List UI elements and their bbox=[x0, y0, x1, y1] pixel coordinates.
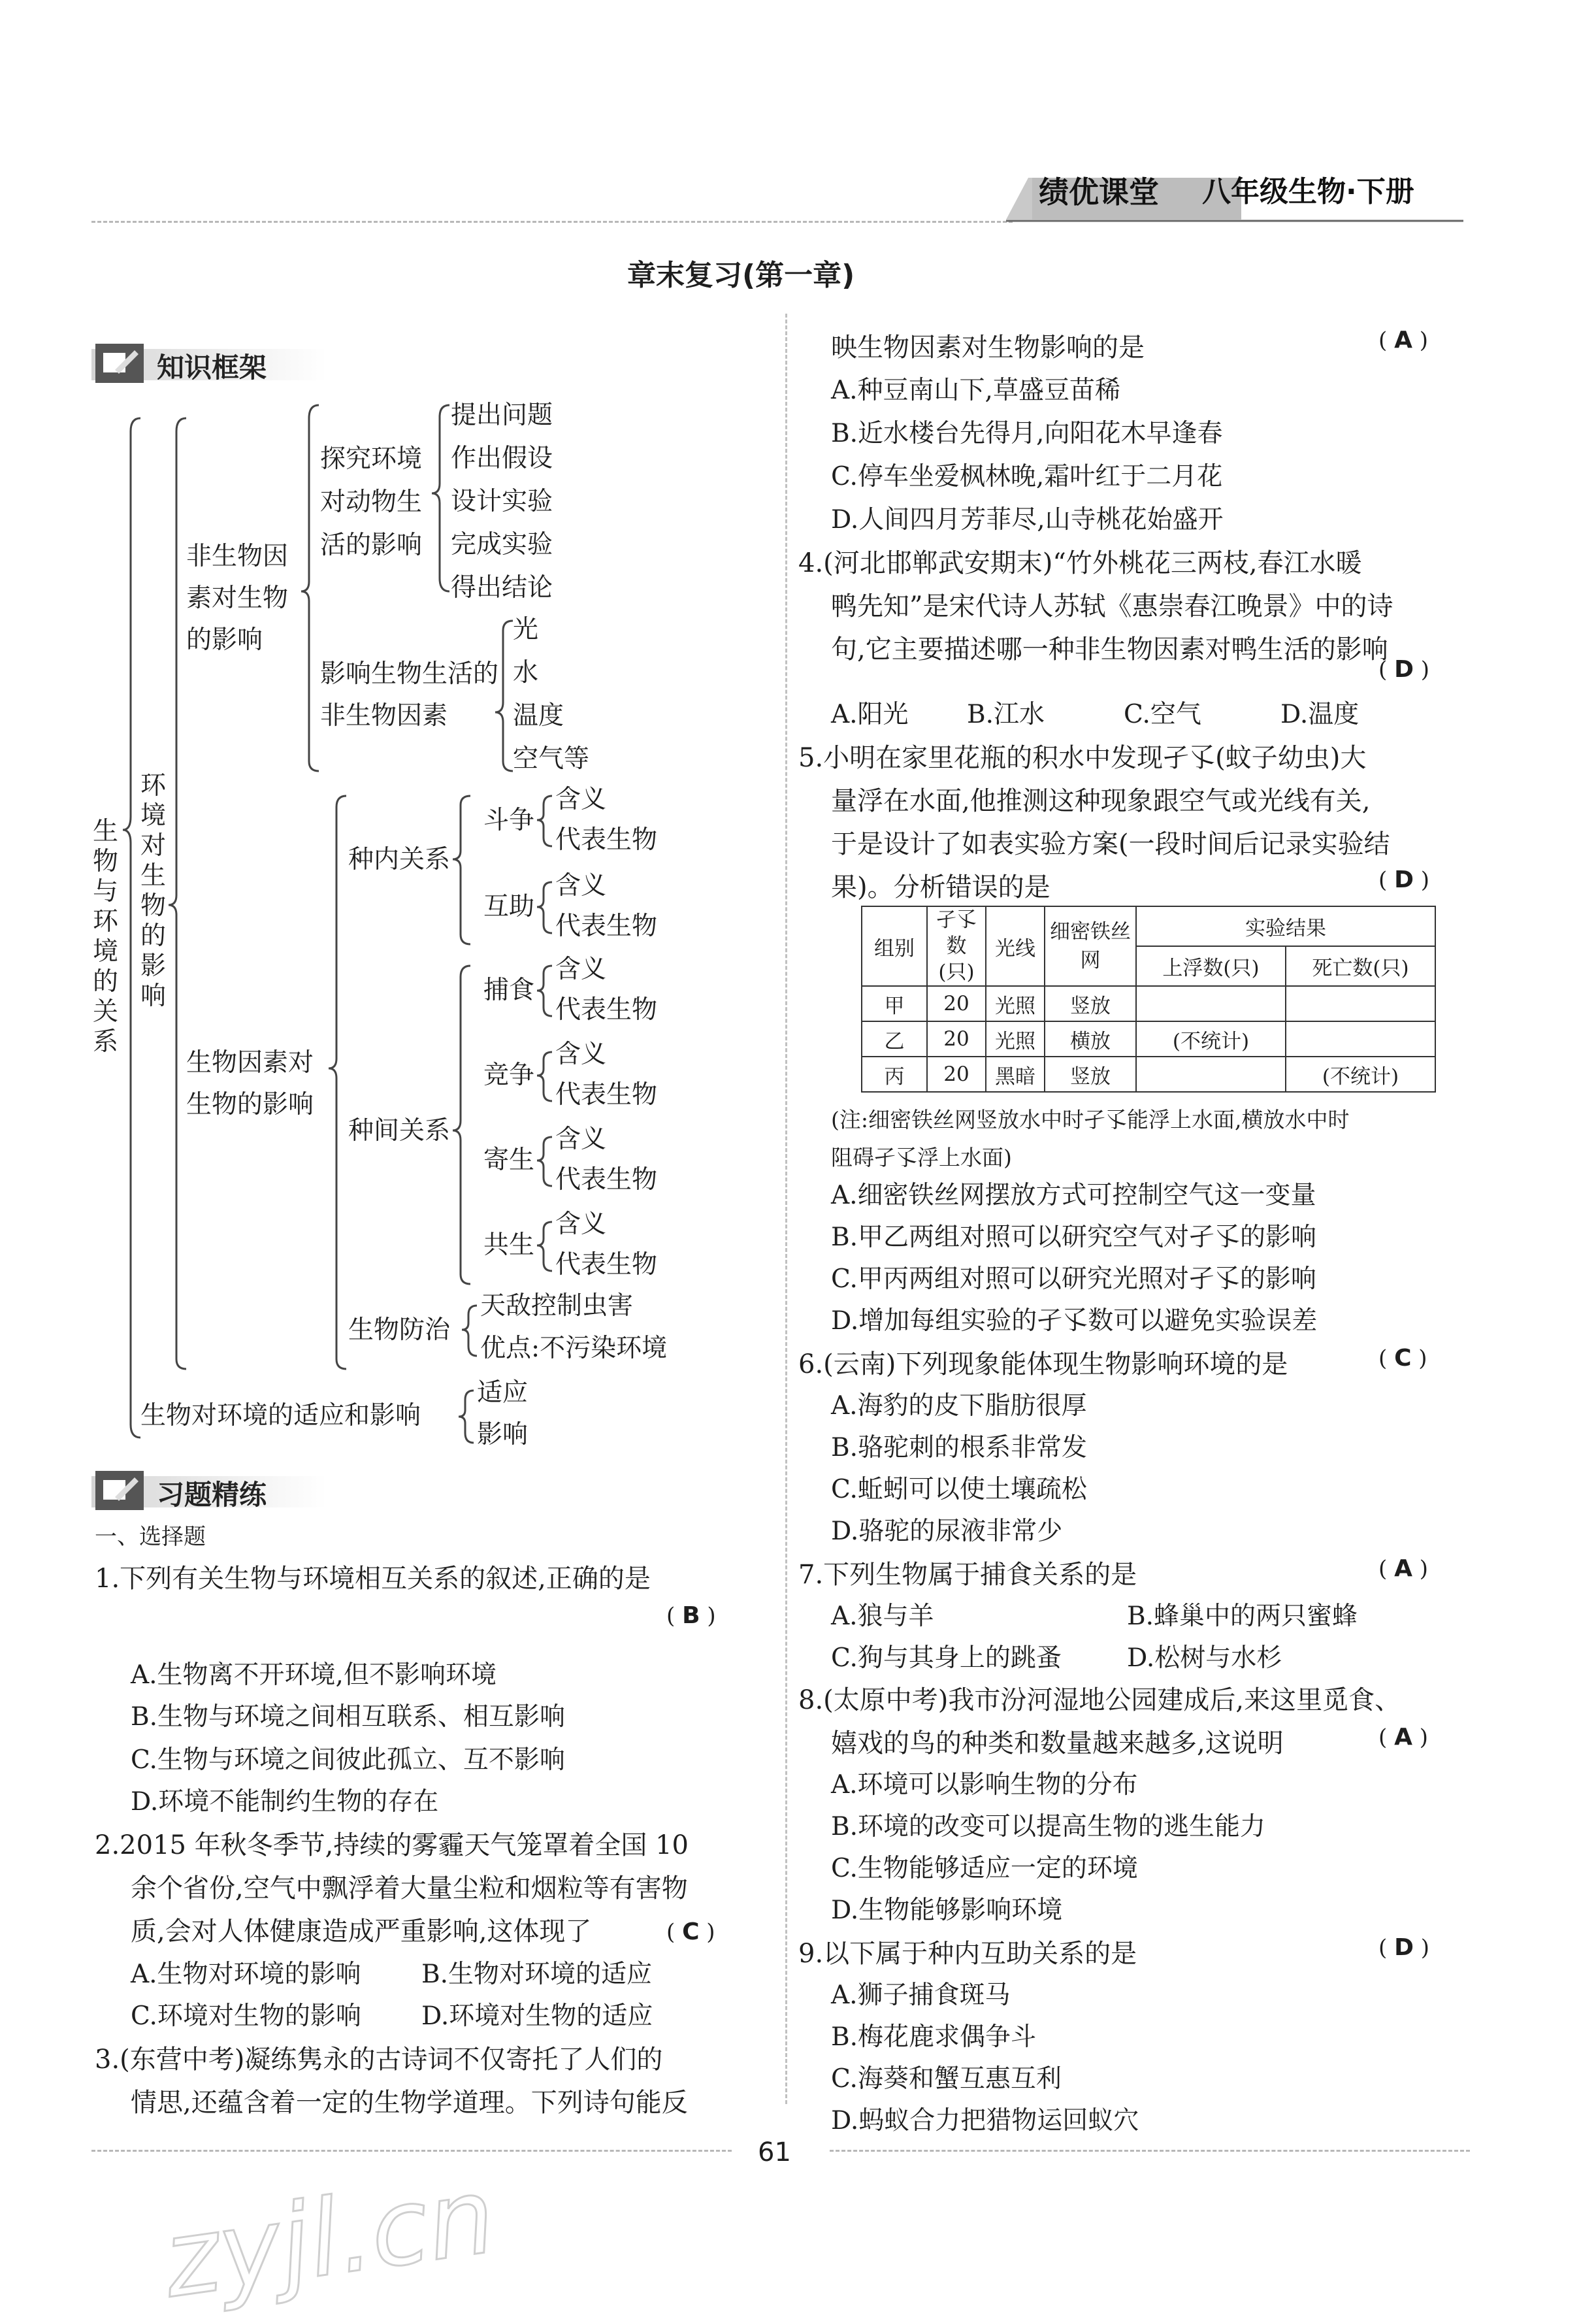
q5-option-d: D.增加每组实验的孑孓数可以避免实验误差 bbox=[831, 1306, 1318, 1336]
q4-option-a: A.阳光 bbox=[831, 700, 909, 729]
q5-line-1: 5.小明在家里花瓶的积水中发现孑孓(蚊子幼虫)大 bbox=[798, 743, 1367, 773]
q2-option-c: C.环境对生物的影响 bbox=[131, 2001, 361, 2031]
th-float: 上浮数(只) bbox=[1136, 946, 1286, 986]
mindmap-adapt: 适应 bbox=[477, 1378, 529, 1407]
mindmap-symbiosis: 共生 bbox=[483, 1230, 535, 1260]
mindmap-factor-1: 光 bbox=[513, 615, 539, 644]
q3-line-2: 情思,还蕴含着一定的生物学道理。下列诗句能反 bbox=[131, 2088, 688, 2118]
q8-option-d: D.生物能够影响环境 bbox=[831, 1896, 1063, 1925]
mindmap-rep-1: 代表生物 bbox=[555, 825, 658, 855]
q2-option-b: B.生物对环境的适应 bbox=[421, 1960, 653, 1989]
cell: 丙 bbox=[862, 1057, 927, 1092]
mindmap-rep-6: 代表生物 bbox=[555, 1250, 658, 1279]
q3-option-d: D.人间四月芳菲尽,山寺桃花始盛开 bbox=[831, 505, 1224, 535]
cell: 20 bbox=[927, 1021, 986, 1057]
footer-rule-right bbox=[830, 2150, 1470, 2152]
mindmap-step-5: 得出结论 bbox=[451, 573, 553, 602]
mindmap-struggle: 斗争 bbox=[483, 806, 535, 835]
mindmap-rep-5: 代表生物 bbox=[555, 1165, 658, 1194]
q6-option-c: C.蚯蚓可以使土壤疏松 bbox=[831, 1475, 1087, 1504]
q9-answer: ( D ) bbox=[1378, 1934, 1430, 1961]
section-knowledge: 知识框架 bbox=[91, 340, 340, 387]
q3-line-1: 3.(东营中考)凝练隽永的古诗词不仅寄托了人们的 bbox=[95, 2045, 663, 2075]
cell: 光照 bbox=[986, 986, 1045, 1021]
section-practice: 习题精练 bbox=[91, 1467, 340, 1514]
mindmap-predation: 捕食 bbox=[483, 976, 535, 1005]
mindmap-meaning-5: 含义 bbox=[555, 1125, 607, 1154]
q2-answer: ( C ) bbox=[666, 1918, 715, 1945]
q6-option-d: D.骆驼的尿液非常少 bbox=[831, 1517, 1063, 1546]
q5-option-b: B.甲乙两组对照可以研究空气对孑孓的影响 bbox=[831, 1223, 1317, 1252]
th-count: 孑孓数(只) bbox=[927, 906, 986, 986]
mindmap-abiotic-effect: 非生物因素对生物的影响 bbox=[186, 542, 289, 655]
watermark: zyjl.cn bbox=[156, 2154, 502, 2321]
mindmap-meaning-3: 含义 bbox=[555, 955, 607, 984]
q1-option-d: D.环境不能制约生物的存在 bbox=[131, 1787, 439, 1817]
mindmap-branch-env-effect: 环境对生物的影响 bbox=[140, 771, 167, 1011]
q3-option-b: B.近水楼台先得月,向阳花木早逢春 bbox=[831, 419, 1223, 448]
q9-option-a: A.狮子捕食斑马 bbox=[831, 1981, 1011, 2010]
q6-answer: ( C ) bbox=[1378, 1345, 1427, 1372]
q1-option-b: B.生物与环境之间相互联系、相互影响 bbox=[131, 1702, 566, 1732]
pen-icon bbox=[95, 1471, 144, 1510]
q7-stem: 7.下列生物属于捕食关系的是 bbox=[798, 1560, 1137, 1590]
q9-stem: 9.以下属于种内互助关系的是 bbox=[798, 1939, 1137, 1969]
q7-option-c: C.狗与其身上的跳蚤 bbox=[831, 1643, 1062, 1673]
practice-heading: 一、选择题 bbox=[95, 1524, 206, 1550]
mindmap-factor-2: 水 bbox=[513, 658, 539, 687]
q1-answer: ( B ) bbox=[666, 1602, 716, 1629]
mindmap-meaning-4: 含义 bbox=[555, 1040, 607, 1069]
header-grade: 八年级生物·下册 bbox=[1202, 175, 1414, 208]
q8-line-1: 8.(太原中考)我市汾河湿地公园建成后,来这里觅食、 bbox=[798, 1685, 1401, 1715]
q2-line-2: 余个省份,空气中飘浮着大量尘粒和烟粒等有害物 bbox=[131, 1873, 688, 1903]
mindmap-meaning-2: 含义 bbox=[555, 871, 607, 900]
mindmap-factor-3: 温度 bbox=[513, 701, 564, 731]
cell bbox=[1136, 1057, 1286, 1092]
mindmap-step-4: 完成实验 bbox=[451, 530, 553, 559]
q9-option-b: B.梅花鹿求偶争斗 bbox=[831, 2022, 1037, 2052]
mindmap-step-2: 作出假设 bbox=[451, 444, 553, 473]
q8-option-a: A.环境可以影响生物的分布 bbox=[831, 1770, 1138, 1800]
q4-option-c: C.空气 bbox=[1124, 700, 1201, 729]
q7-option-a: A.狼与羊 bbox=[831, 1602, 934, 1631]
q8-option-b: B.环境的改变可以提高生物的逃生能力 bbox=[831, 1812, 1266, 1841]
q2-option-d: D.环境对生物的适应 bbox=[421, 2001, 653, 2031]
q1-option-a: A.生物离不开环境,但不影响环境 bbox=[131, 1660, 497, 1690]
mindmap-inter: 种间关系 bbox=[348, 1116, 451, 1145]
th-dead: 死亡数(只) bbox=[1286, 946, 1435, 986]
q6-stem: 6.(云南)下列现象能体现生物影响环境的是 bbox=[798, 1349, 1288, 1379]
q8-line-2: 嬉戏的鸟的种类和数量越来越多,这说明 bbox=[831, 1728, 1284, 1758]
mindmap-control-1: 天敌控制虫害 bbox=[480, 1291, 634, 1321]
header-brand: 绩优课堂 bbox=[1039, 174, 1159, 210]
q3-answer: ( A ) bbox=[1378, 327, 1429, 354]
q6-option-b: B.骆驼刺的根系非常发 bbox=[831, 1433, 1088, 1462]
q2-line-3: 质,会对人体健康造成严重影响,这体现了 bbox=[131, 1917, 592, 1947]
mindmap-root: 生物与环境的关系 bbox=[93, 817, 119, 1057]
cell: 竖放 bbox=[1045, 1057, 1136, 1092]
mindmap-meaning-6: 含义 bbox=[555, 1210, 607, 1239]
mindmap-factor-4: 空气等 bbox=[513, 744, 590, 774]
mindmap-parasitism: 寄生 bbox=[483, 1145, 535, 1175]
q9-option-d: D.蚂蚁合力把猎物运回蚁穴 bbox=[831, 2106, 1139, 2135]
mindmap-control: 生物防治 bbox=[348, 1315, 451, 1345]
cell: 甲 bbox=[862, 986, 927, 1021]
cell bbox=[1286, 986, 1435, 1021]
q5-option-c: C.甲丙两组对照可以研究光照对孑孓的影响 bbox=[831, 1264, 1316, 1294]
th-mesh: 细密铁丝网 bbox=[1045, 906, 1136, 986]
mindmap-competition: 竞争 bbox=[483, 1061, 535, 1090]
cell: 黑暗 bbox=[986, 1057, 1045, 1092]
q8-option-c: C.生物能够适应一定的环境 bbox=[831, 1854, 1138, 1883]
q4-line-3: 句,它主要描述哪一种非生物因素对鸭生活的影响 bbox=[831, 634, 1388, 665]
q5-experiment-table bbox=[861, 906, 1436, 1093]
q7-answer: ( A ) bbox=[1378, 1555, 1429, 1582]
cell bbox=[1286, 1021, 1435, 1057]
q4-line-1: 4.(河北邯郸武安期末)“竹外桃花三两枝,春江水暖 bbox=[798, 548, 1362, 578]
th-result: 实验结果 bbox=[1136, 906, 1435, 946]
th-light: 光线 bbox=[986, 906, 1045, 986]
cell: (不统计) bbox=[1286, 1057, 1435, 1092]
q3-option-c: C.停车坐爱枫林晚,霜叶红于二月花 bbox=[831, 462, 1223, 491]
q8-answer: ( A ) bbox=[1378, 1724, 1429, 1751]
mindmap-rep-3: 代表生物 bbox=[555, 995, 658, 1025]
cell: 横放 bbox=[1045, 1021, 1136, 1057]
mindmap-meaning-1: 含义 bbox=[555, 785, 607, 814]
q4-option-d: D.温度 bbox=[1280, 700, 1360, 729]
cell: 20 bbox=[927, 1057, 986, 1092]
q5-line-3: 于是设计了如表实验方案(一段时间后记录实验结 bbox=[831, 829, 1390, 859]
q3-option-a: A.种豆南山下,草盛豆苗稀 bbox=[831, 376, 1120, 405]
q4-line-2: 鸭先知”是宋代诗人苏轼《惠崇春江晚景》中的诗 bbox=[831, 591, 1393, 621]
cell: 乙 bbox=[862, 1021, 927, 1057]
chapter-title: 章末复习(第一章) bbox=[627, 259, 855, 292]
q5-note-2: 阻碍孑孓浮上水面) bbox=[831, 1145, 1012, 1170]
mindmap-step-3: 设计实验 bbox=[451, 487, 553, 516]
q2-option-a: A.生物对环境的影响 bbox=[131, 1960, 361, 1989]
q1-option-c: C.生物与环境之间彼此孤立、互不影响 bbox=[131, 1745, 565, 1775]
mindmap-explore: 探究环境对动物生活的影响 bbox=[320, 444, 423, 560]
q7-option-d: D.松树与水杉 bbox=[1127, 1643, 1282, 1673]
footer-rule-left bbox=[91, 2150, 732, 2152]
mindmap-cooperate: 互助 bbox=[483, 892, 535, 921]
mindmap-intra: 种内关系 bbox=[348, 845, 451, 874]
q2-line-1: 2.2015 年秋冬季节,持续的雾霾天气笼罩着全国 10 bbox=[95, 1830, 689, 1860]
cell bbox=[1136, 986, 1286, 1021]
q1-stem: 1.下列有关生物与环境相互关系的叙述,正确的是 bbox=[95, 1564, 651, 1594]
q5-option-a: A.细密铁丝网摆放方式可控制空气这一变量 bbox=[831, 1181, 1316, 1210]
mindmap-adapt-influence: 生物对环境的适应和影响 bbox=[140, 1401, 421, 1430]
q5-note-1: (注:细密铁丝网竖放水中时孑孓能浮上水面,横放水中时 bbox=[831, 1107, 1350, 1132]
q9-option-c: C.海葵和蟹互惠互利 bbox=[831, 2064, 1062, 2094]
q5-line-4: 果)。分析错误的是 bbox=[831, 872, 1050, 902]
mindmap-brackets bbox=[0, 0, 784, 1477]
q4-option-b: B.江水 bbox=[967, 700, 1045, 729]
cell: (不统计) bbox=[1136, 1021, 1286, 1057]
q5-line-2: 量浮在水面,他推测这种现象跟空气或光线有关, bbox=[831, 786, 1371, 816]
cell: 光照 bbox=[986, 1021, 1045, 1057]
q3-line-3: 映生物因素对生物影响的是 bbox=[831, 333, 1145, 363]
column-divider bbox=[785, 314, 787, 2104]
mindmap-rep-4: 代表生物 bbox=[555, 1080, 658, 1110]
mindmap-step-1: 提出问题 bbox=[451, 401, 553, 430]
q4-answer: ( D ) bbox=[1378, 656, 1430, 683]
page-number: 61 bbox=[758, 2137, 791, 2167]
q7-option-b: B.蜂巢中的两只蜜蜂 bbox=[1127, 1602, 1358, 1631]
mindmap-biotic-effect: 生物因素对生物的影响 bbox=[186, 1048, 314, 1119]
q6-option-a: A.海豹的皮下脂肪很厚 bbox=[831, 1391, 1087, 1421]
q5-answer: ( D ) bbox=[1378, 866, 1430, 893]
mindmap-rep-2: 代表生物 bbox=[555, 912, 658, 941]
cell: 竖放 bbox=[1045, 986, 1136, 1021]
th-group: 组别 bbox=[862, 906, 927, 986]
mindmap-control-2: 优点:不污染环境 bbox=[480, 1334, 668, 1363]
cell: 20 bbox=[927, 986, 986, 1021]
mindmap-influence: 影响 bbox=[477, 1420, 529, 1449]
mindmap-factors-label: 影响生物生活的非生物因素 bbox=[320, 659, 499, 731]
